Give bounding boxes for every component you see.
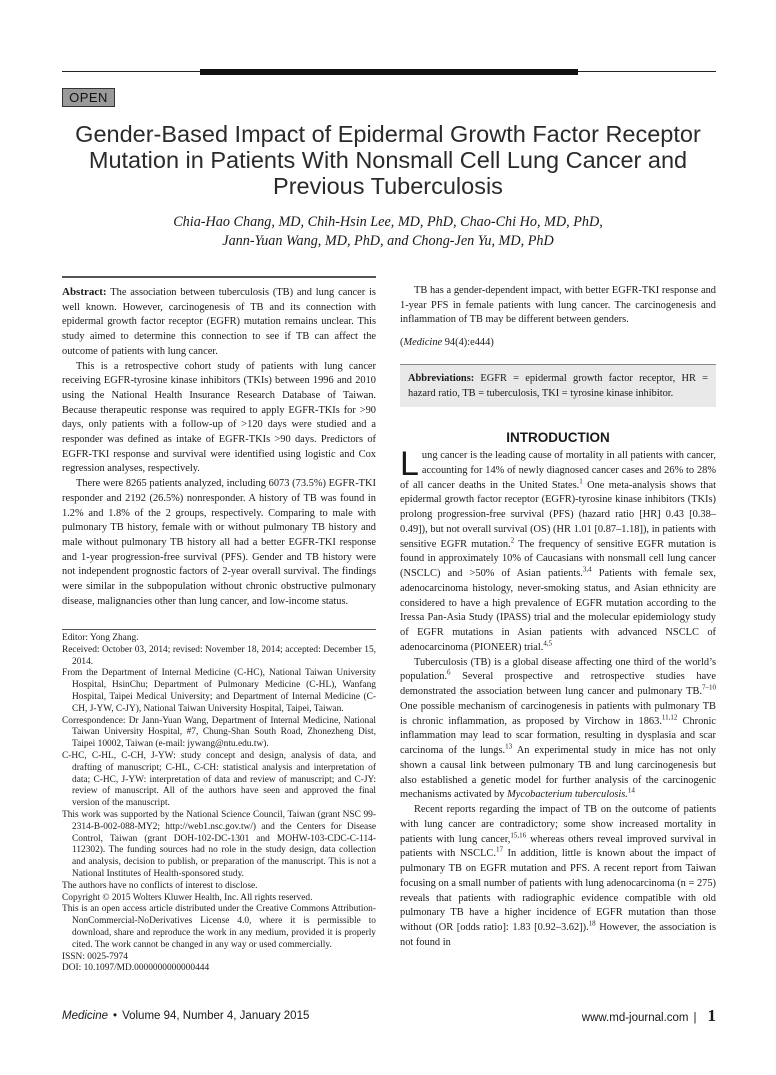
body-paragraph <box>400 803 716 951</box>
note: This work was supported by the National Science Council, Taiwan (grant NSC 99-2314-B-002-088-MY2; http://web1.nsc.gov.tw/) and the Centers for Disease Control, Taiwan (grant DOH-102-DC-1301 and MOHW-103-CDC-C-114-112302). The funding sources had no role in the study design, data collection and analysis, decision to publish, or preparation of the manuscript. This is not a National Institutes of Health-sponsored study. <box>62 809 376 879</box>
page-number: 1 <box>707 1006 716 1025</box>
article-notes <box>62 629 376 975</box>
title-line: Previous Tuberculosis <box>273 173 503 199</box>
introduction-body <box>400 445 717 951</box>
abstract-paragraph <box>400 284 716 328</box>
title-line: Gender-Based Impact of Epidermal Growth Factor Receptor <box>75 121 701 147</box>
citation-superscript: 3,4 <box>582 565 592 574</box>
note: C-HC, C-HL, C-CH, J-YW: study concept and design, analysis of data, and drafting of manuscript; C-HL, C-CH: statistical analysis and interpretation of data; C-HC, J-YW: interpretation of data and review of manuscript; and C-JY: review of manuscript. All of the authors have seen and approved the final version of the manuscript. <box>62 750 376 809</box>
citation-superscript: 1 <box>579 477 583 486</box>
article-citation: (Medicine 94(4):e444) <box>400 337 494 349</box>
text-run: An experimental study in mice has not only shown a causal link between pulmonary TB and lung carcinogenesis but also established a genetic model for further analysis of the carcinogenic mechanisms activated by <box>400 745 716 801</box>
text-run: whereas others reveal improved survival in patients with NSCLC. <box>400 833 716 860</box>
article-title <box>40 121 736 199</box>
citation-superscript: 14 <box>627 786 635 795</box>
abbreviations-label: Abbreviations: <box>408 373 475 384</box>
drop-cap: L <box>400 445 419 483</box>
citation-superscript: 15,16 <box>510 831 527 840</box>
abstract-label: Abstract: <box>62 286 107 298</box>
author-line: Jann-Yuan Wang, MD, PhD, and Chong-Jen Yu, MD, PhD <box>222 233 554 249</box>
note: Editor: Yong Zhang. <box>62 633 139 643</box>
text-run: One meta-analysis shows that epidermal growth factor receptor (EGFR)-tyrosine kinase inhibitors (TKIs) prolong progression-free survival (PFS) (hazard ratio [HR] 0.43 [0.38–0.49]), but not overall survival (OS) (HR 1.01 [0.87–1.18]), in patients with sensitive EGFR mutation. <box>400 479 716 550</box>
citation-superscript: 11,12 <box>661 713 678 722</box>
text-run: Patients with female sex, adenocarcinoma histology, never-smoking status, and Asian ethnicity are considered to have a high prevalence of EGFR mutation according to the Iressa Pan-Asia Study (IPASS) trial and the molecular epidemiology study of EGFR mutations in Asian patients with advanced NSCLC of adenocarcinoma (PIONEER) trial. <box>400 568 716 653</box>
citation-superscript: 7–10 <box>702 683 716 692</box>
citation-superscript: 4,5 <box>543 639 553 648</box>
note: Received: October 03, 2014; revised: November 18, 2014; accepted: December 15, 2014. <box>62 644 376 667</box>
italic-text: Mycobacterium tuberculosis. <box>507 789 628 801</box>
note: DOI: 10.1097/MD.0000000000000444 <box>62 963 210 974</box>
author-list <box>40 213 736 251</box>
journal-url[interactable]: www.md-journal.com <box>581 1012 689 1024</box>
citation-superscript: 18 <box>588 919 596 928</box>
note: Correspondence: Dr Jann-Yuan Wang, Department of Internal Medicine, National Taiwan University Hospital, #7, Chung-Shan South Road, Zhonezheng Dist, Taipei 10002, Taiwan (e-mail: jywang@ntu.edu.tw). <box>62 715 376 750</box>
text-run: This is a retrospective cohort study of patients with lung cancer receiving EGFR-tyrosine kinase inhibitors (TKIs) between 1996 and 2010 using the National Health Insurance Research Database of Taiwan. Because therapeutic response was required to apply EGFR-TKIs for >90 days, only patients with a follow-up of >120 days were studied and a responder was defined as intake of EGFR-TKIs >90 days. Predictors of EGFR-TKI response and survival were identified using logistic and Cox regression analyses, respectively. <box>62 360 376 475</box>
text-run: However, the association is not found in <box>400 922 716 948</box>
abstract-continued <box>400 284 716 351</box>
body-paragraph <box>400 445 716 656</box>
footer-journal-info: Medicine • Volume 94, Number 4, January 2015 <box>62 1010 310 1022</box>
abstract-paragraph <box>62 285 376 360</box>
text-run: The association between tuberculosis (TB) and lung cancer is well known. However, carcinogenesis of TB and its connection with epidermal growth factor receptor (EGFR) mutation remains unclear. This study aimed to determine this connection to see if TB can affect the outcome of patients with lung cancer. <box>62 287 376 357</box>
abstract-paragraph <box>62 477 376 609</box>
abstract <box>62 276 376 609</box>
text-run: The frequency of sensitive EGFR mutation is found in approximately 10% of Caucasians with nonsmall cell lung cancer (NSCLC) and >50% of Asian patients. <box>400 538 716 579</box>
abbreviations-text: EGFR = epidermal growth factor receptor, HR = hazard ratio, TB = tuberculosis, TKI = tyrosine kinase inhibitor. <box>408 373 708 399</box>
note: This is an open access article distributed under the Creative Commons Attribution-NonCommercial-NoDerivatives License 4.0, where it is permissible to download, share and reproduce the work in any medium, provided it is properly cited. The work cannot be changed in any way or used commercially. <box>62 904 376 950</box>
text-run: TB has a gender-dependent impact, with better EGFR-TKI response and 1-year PFS in female patients with lung cancer. The carcinogenesis and inflammation of TB may be different between genders. <box>400 285 716 326</box>
text-run: ung cancer is the leading cause of mortality in all patients with cancer, accounting for 14% of newly diagnosed cancer cases and 26% to 28% of all cancer deaths in the United States. <box>400 450 716 491</box>
header-bar <box>200 69 578 75</box>
open-access-badge: OPEN <box>62 88 115 107</box>
note: From the Department of Internal Medicine (C-HC), National Taiwan University Hospital, HsinChu; Department of Pulmonary Medicine (C-HL), Wanfang Hospital, Taipei Medical University; and Department of Internal Medicine (C-CH, J-YW, C-JY), National Taiwan University Hospital, Taipei, Taiwan. <box>62 668 376 714</box>
note: The authors have no conflicts of interest to disclose. <box>62 880 258 891</box>
footer-journal: Medicine <box>62 1010 109 1022</box>
text-run: There were 8265 patients analyzed, including 6073 (73.5%) EGFR-TKI responder and 2192 (26.5%) nonresponder. A history of TB was found in 1.2% and 1.8% of the 2 groups, respectively. Comparing to male with pulmonary TB history, female with or without pulmonary TB history and male without pulmonary TB history all had a better EGFR-TKI response and 1-year progression-free survival (PFS). Gender and TB history were not independent prognostic factors of 2-year overall survival. The findings were similar in the subpopulation without chronic obstructive pulmonary disease, malignancies other than lung cancer, and low-income status. <box>62 478 376 607</box>
text-run: Recent reports regarding the impact of TB on the outcome of patients with lung cancer are contradictory; some show increased mortality in patients with lung cancer, <box>400 804 716 845</box>
text-run: Several prospective and retrospective studies have demonstrated the association between lung cancer and pulmonary TB. <box>400 671 716 697</box>
author-line: Chia-Hao Chang, MD, Chih-Hsin Lee, MD, PhD, Chao-Chi Ho, MD, PhD, <box>173 214 603 230</box>
text-run: In addition, little is known about the impact of pulmonary TB on EGFR mutation and PFS. A recent report from Taiwan focusing on a small number of patients with lung adenocarcinoma (n = 275) reveals that patients with radiographic evidence compatible with old pulmonary TB have a higher incidence of EGFR mutation than those without (OR [odds ratio]: 1.83 [0.92–3.62]). <box>400 848 716 933</box>
note: Copyright © 2015 Wolters Kluwer Health, Inc. All rights reserved. <box>62 892 313 903</box>
section-heading: INTRODUCTION <box>506 430 610 445</box>
text-run: Tuberculosis (TB) is a global disease affecting one third of the world’s population. <box>400 656 716 683</box>
title-line: Mutation in Patients With Nonsmall Cell Lung Cancer and <box>88 147 688 173</box>
text-run: One possible mechanism of carcinogenesis in patients with pulmonary TB is chronic inflammation, as proposed by Virchow in 1863. <box>400 700 716 727</box>
paragraph-text <box>62 287 376 357</box>
body-paragraph <box>400 656 716 804</box>
citation-superscript: 2 <box>510 536 515 545</box>
citation-superscript: 13 <box>505 742 513 751</box>
abbreviations-box <box>400 364 716 407</box>
journal-name: Medicine <box>403 337 443 349</box>
paragraph-text <box>400 445 716 653</box>
abstract-paragraph <box>62 360 376 478</box>
footer-issue: Volume 94, Number 4, January 2015 <box>122 1010 310 1022</box>
citation-superscript: 17 <box>495 845 503 854</box>
text-run: Chronic inflammation may lead to scar formation, resulting in dysplasia and scar carcinoma of the lungs. <box>400 715 717 756</box>
note: ISSN: 0025-7974 <box>62 951 128 962</box>
footer-right: www.md-journal.com | 1 <box>581 1006 716 1025</box>
citation-superscript: 6 <box>447 668 451 677</box>
